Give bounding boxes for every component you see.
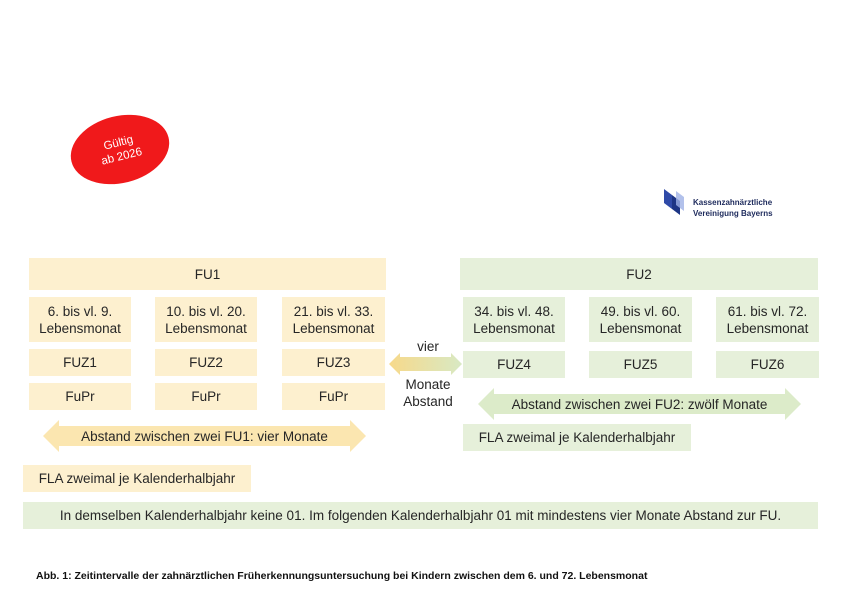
transition-label-bottom: Monate Abstand <box>403 377 453 409</box>
fupr-cell-2: FuPr <box>155 383 257 410</box>
fuz1-cell: FUZ1 <box>29 349 131 376</box>
fu2-header: FU2 <box>460 258 818 290</box>
fuz2-cell: FUZ2 <box>155 349 257 376</box>
fu2-age-cell-3: 61. bis vl. 72. Lebensmonat <box>716 297 819 342</box>
kalenderhalbjahr-note: In demselben Kalenderhalbjahr keine 01. Im folgenden Kalenderhalbjahr 01 mit mindestens vier Monate Abstand zur FU. <box>23 502 818 529</box>
fuz6-cell: FUZ6 <box>716 351 819 378</box>
fu-transition-arrow <box>389 353 462 375</box>
logo-wordmark: Kassenzahnärztliche Vereinigung Bayerns <box>693 198 773 218</box>
fu2-interval-label: Abstand zwischen zwei FU2: zwölf Monate <box>511 396 768 412</box>
kzvb-logo-icon <box>662 187 688 221</box>
fu1-interval-label: Abstand zwischen zwei FU1: vier Monate <box>81 428 328 444</box>
transition-label-top: vier <box>417 339 439 354</box>
fu1-age-cell-2: 10. bis vl. 20. Lebensmonat <box>155 297 257 342</box>
fu1-fla-box: FLA zweimal je Kalenderhalbjahr <box>23 465 251 492</box>
fupr-cell-1: FuPr <box>29 383 131 410</box>
fu1-age-cell-3: 21. bis vl. 33. Lebensmonat <box>282 297 385 342</box>
figure-caption: Abb. 1: Zeitintervalle der zahnärztlichen Früherkennungsuntersuchung bei Kindern zwischen dem 6. und 72. Lebensmonat <box>36 570 648 582</box>
fu2-age-cell-2: 49. bis vl. 60. Lebensmonat <box>589 297 692 342</box>
fu2-age-cell-1: 34. bis vl. 48. Lebensmonat <box>463 297 565 342</box>
fuz4-cell: FUZ4 <box>463 351 565 378</box>
validity-stamp: Gültig ab 2026 <box>63 105 176 194</box>
fu1-age-cell-1: 6. bis vl. 9. Lebensmonat <box>29 297 131 342</box>
fu1-header: FU1 <box>29 258 386 290</box>
fuz3-cell: FUZ3 <box>282 349 385 376</box>
fu2-fla-box: FLA zweimal je Kalenderhalbjahr <box>463 424 691 451</box>
fuz5-cell: FUZ5 <box>589 351 692 378</box>
fupr-cell-3: FuPr <box>282 383 385 410</box>
